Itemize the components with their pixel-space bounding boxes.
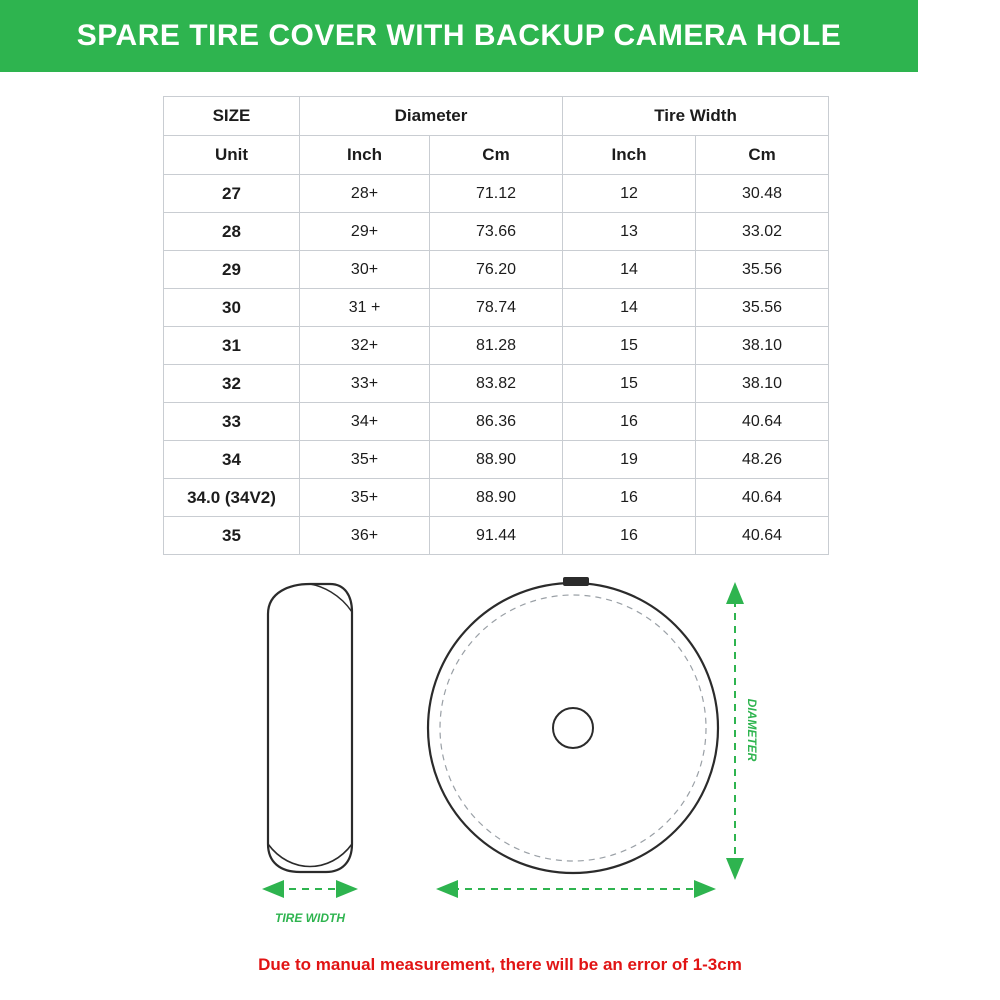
- table-row: [164, 441, 829, 479]
- cell-width-cm: 30.48: [696, 175, 829, 213]
- cell-unit: 34.0 (34V2): [164, 479, 300, 517]
- cell-width-inch: 14: [563, 289, 696, 327]
- cell-diameter-inch: 30+: [300, 251, 430, 289]
- table-row: [164, 479, 829, 517]
- cell-diameter-cm: 73.66: [430, 213, 563, 251]
- cell-unit: 29: [164, 251, 300, 289]
- arrow-up-icon: [726, 582, 744, 604]
- arrow-right-icon: [336, 880, 358, 898]
- table-row: [164, 327, 829, 365]
- header-diameter: Diameter: [300, 97, 563, 136]
- cell-width-inch: 16: [563, 403, 696, 441]
- cell-diameter-cm: 76.20: [430, 251, 563, 289]
- cell-unit: 31: [164, 327, 300, 365]
- front-view-illustration: [428, 577, 718, 873]
- backup-camera-hole-icon: [553, 708, 593, 748]
- arrow-left-icon: [262, 880, 284, 898]
- cell-unit: 28: [164, 213, 300, 251]
- cell-width-cm: 35.56: [696, 251, 829, 289]
- cell-width-cm: 33.02: [696, 213, 829, 251]
- cell-width-inch: 13: [563, 213, 696, 251]
- cell-unit: 33: [164, 403, 300, 441]
- cell-width-inch: 16: [563, 479, 696, 517]
- cell-width-cm: 48.26: [696, 441, 829, 479]
- page-title: SPARE TIRE COVER WITH BACKUP CAMERA HOLE: [76, 19, 842, 52]
- cell-diameter-cm: 86.36: [430, 403, 563, 441]
- header-width-cm: Cm: [696, 136, 829, 175]
- header-size: SIZE: [164, 97, 300, 136]
- cell-diameter-cm: 88.90: [430, 441, 563, 479]
- cell-diameter-cm: 81.28: [430, 327, 563, 365]
- cell-diameter-inch: 32+: [300, 327, 430, 365]
- cell-diameter-cm: 91.44: [430, 517, 563, 555]
- cell-unit: 34: [164, 441, 300, 479]
- cell-width-inch: 15: [563, 365, 696, 403]
- cell-diameter-cm: 71.12: [430, 175, 563, 213]
- cell-width-cm: 38.10: [696, 327, 829, 365]
- cell-diameter-inch: 35+: [300, 479, 430, 517]
- table-row: [164, 403, 829, 441]
- cell-width-inch: 15: [563, 327, 696, 365]
- cell-unit: 35: [164, 517, 300, 555]
- diameter-label: DIAMETER: [745, 698, 759, 762]
- cell-diameter-inch: 29+: [300, 213, 430, 251]
- header-unit: Unit: [164, 136, 300, 175]
- front-view-baseline: [436, 880, 716, 898]
- header-width-inch: Inch: [563, 136, 696, 175]
- arrow-down-icon: [726, 858, 744, 880]
- cell-diameter-inch: 34+: [300, 403, 430, 441]
- cell-width-cm: 40.64: [696, 403, 829, 441]
- cell-diameter-cm: 78.74: [430, 289, 563, 327]
- table-row: [164, 175, 829, 213]
- cell-diameter-cm: 88.90: [430, 479, 563, 517]
- cell-diameter-inch: 35+: [300, 441, 430, 479]
- header-tire-width: Tire Width: [563, 97, 829, 136]
- cell-diameter-inch: 28+: [300, 175, 430, 213]
- table-row: [164, 289, 829, 327]
- cell-width-inch: 19: [563, 441, 696, 479]
- header-diameter-inch: Inch: [300, 136, 430, 175]
- cell-diameter-inch: 31 +: [300, 289, 430, 327]
- cell-diameter-inch: 36+: [300, 517, 430, 555]
- cell-width-cm: 40.64: [696, 517, 829, 555]
- cell-width-inch: 14: [563, 251, 696, 289]
- header-banner: [0, 0, 918, 72]
- cell-width-cm: 35.56: [696, 289, 829, 327]
- cell-width-cm: 40.64: [696, 479, 829, 517]
- table-group-header-row: [164, 97, 829, 136]
- cell-diameter-inch: 33+: [300, 365, 430, 403]
- table-sub-header-row: [164, 136, 829, 175]
- arrow-left-icon: [436, 880, 458, 898]
- cell-diameter-cm: 83.82: [430, 365, 563, 403]
- cell-width-inch: 12: [563, 175, 696, 213]
- arrow-right-icon: [694, 880, 716, 898]
- tire-width-dimension: [262, 880, 358, 925]
- table-row: [164, 251, 829, 289]
- cell-unit: 32: [164, 365, 300, 403]
- cell-unit: 27: [164, 175, 300, 213]
- diameter-dimension: [726, 582, 759, 880]
- side-view-illustration: [268, 584, 352, 872]
- tire-width-label: TIRE WIDTH: [275, 911, 345, 925]
- cell-unit: 30: [164, 289, 300, 327]
- product-diagram: [0, 552, 1000, 952]
- measurement-disclaimer: Due to manual measurement, there will be an error of 1-3cm: [258, 955, 742, 974]
- table-row: [164, 517, 829, 555]
- size-chart-table: [163, 96, 828, 555]
- header-diameter-cm: Cm: [430, 136, 563, 175]
- cell-width-cm: 38.10: [696, 365, 829, 403]
- cell-width-inch: 16: [563, 517, 696, 555]
- table-row: [164, 365, 829, 403]
- camera-tab-icon: [563, 577, 589, 586]
- table-row: [164, 213, 829, 251]
